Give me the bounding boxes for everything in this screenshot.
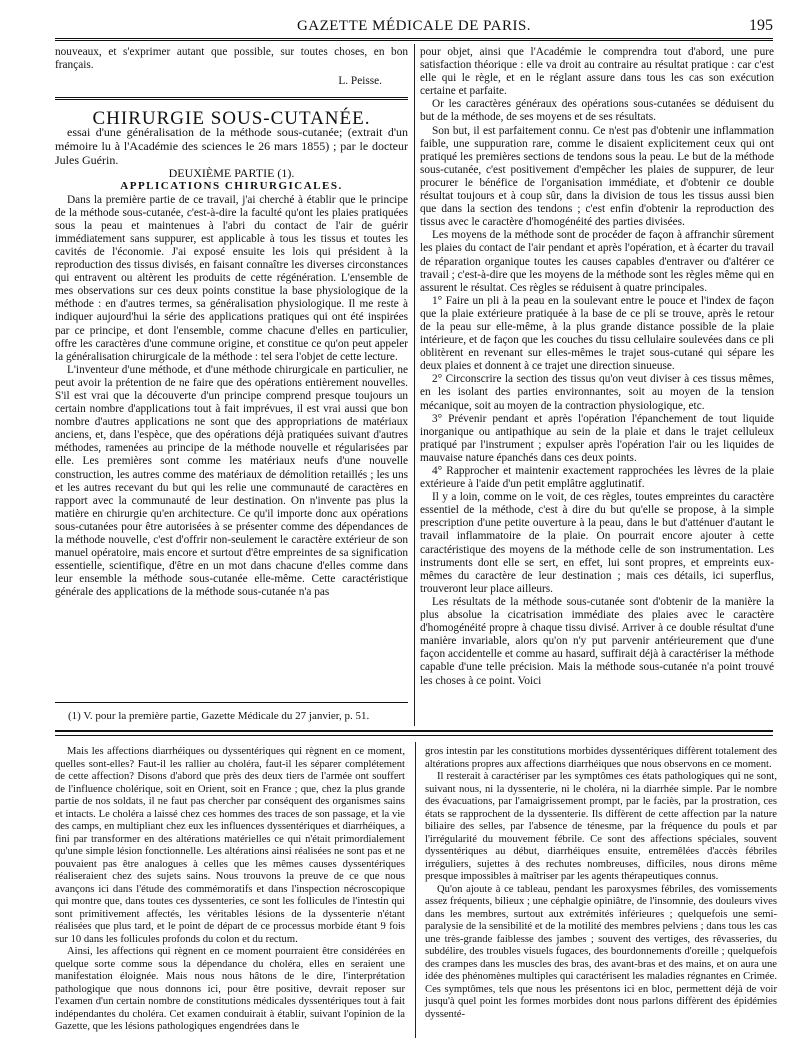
top-left-column xyxy=(55,46,408,599)
article-subtitle: essai d'une généralisation de la méthode sous-cutanée; (extrait d'un mémoire lu à l'Académie des sciences le 26 mars 1855) ; par le docteur Jules Guérin. xyxy=(55,125,408,168)
paragraph: Dans la première partie de ce travail, j'ai cherché à établir que le principe de la méthode sous-cutanée, c'est-à-dire la faculté qu'ont les plaies pratiquées sous la peau et maintenues à l'abri du contact de l'air de guérir immédiatement sans suppurer, est applicable à tous les tissus et toutes les cavités de l'économie. J'ai exposé ensuite les lois qui président à la reproduction des tissus divisés, en faisant connaître les diverses circonstances qui entravent ou altèrent les produits de cette régénération. L'ensemble de mes observations sur ces deux points constitue la base physiologique de la méthode : en d'autres termes, sa généralisation physiologique. Il me reste à indiquer aujourd'hui la série des applications pratiques qui ont été inspirées par ce principe, et dont l'ensemble, comme chacune d'elles en particulier, offre les caractères d'une commune origine, et constitue ce qu'on peut appeler la généralisation chirurgicale de la méthode : tel sera l'objet de cette lecture. xyxy=(55,193,408,363)
paragraph: 1° Faire un pli à la peau en la soulevant entre le pouce et l'index de façon que la plaie extérieure pratiquée à la base de ce pli se trouve, après le retour de la peau sur elle-même, à la plus grande distance possible de la plaie intérieure, et de façon que les couches du tissu cellulaire soulevées dans ce pli oblitèrent en revenant sur elles-mêmes le trajet sous-cutané qui sépare les deux plaies et donnent à ce trajet une direction sinueuse. xyxy=(420,294,774,373)
footnote-rule xyxy=(55,702,408,703)
paragraph: Il y a loin, comme on le voit, de ces règles, toutes empreintes du caractère essentiel de la méthode, c'est à dire du but qu'elle se propose, à la simple prescription d'une petite ouverture à la peau, dans le but d'atténuer d'autant le travail inflammatoire de la plaie. On pourrait encore ajouter à cette caractéristique des moyens de la méthode celle de son instrumentation. Les instruments dont elle se sert, en effet, lui sont propres, et empreints eux-mêmes du caractère de leur destination ; mais ces détails, ici superflus, trouveront leur place ailleurs. xyxy=(420,491,774,595)
paragraph: Les résultats de la méthode sous-cutanée sont d'obtenir de la manière la plus absolue la cicatrisation immédiate des plaies avec le caractère d'homogénéité propre à chaque tissu divisé. Arriver à ce double résultat d'une manière invariable, alors qu'on n'y put parvenir antérieurement que d'une façon accidentelle et comme au hasard, suffirait déjà à caractériser la méthode capable d'une telle précision. Mais la méthode sous-cutanée n'a point trouvé les choses à ce point. Voici xyxy=(420,595,774,687)
paragraph: Son but, il est parfaitement connu. Ce n'est pas d'obtenir une inflammation faible, une suppuration rare, comme le disaient explicitement ceux qui ont pratiqué les premières sections de tendons sous la peau. Le but de la méthode sous-cutanée, c'est positivement d'empêcher les plaies de suppurer, de leur procurer le bénéfice de l'organisation immédiate, et d'obtenir ce double résultat toujours et à coup sûr, dans la division de tous les tissus aussi bien que dans la section des tendons ; c'est enfin d'obtenir la reproduction des tissus avec le caractère d'homogénéité des parties divisées. xyxy=(420,124,774,229)
section-divider-thin xyxy=(55,735,773,736)
paragraph: 3° Prévenir pendant et après l'opération l'épanchement de tout liquide inorganique ou antipathique au sein de la plaie et dans le trajet celluleux pratiqué par l'instrument ; expulser après l'opération l'air ou les liquides de mauvaise nature épanchés dans ces deux points. xyxy=(420,412,774,464)
subsection-heading: APPLICATIONS CHIRURGICALES. xyxy=(120,180,343,193)
section-divider xyxy=(55,730,773,732)
bottom-right-column xyxy=(425,746,777,1021)
section-title: CHIRURGIE SOUS-CUTANÉE. xyxy=(92,108,371,130)
header-rule xyxy=(55,38,773,41)
paragraph: L'inventeur d'une méthode, et d'une méthode chirurgicale en particulier, ne peut avoir la prétention de ne faire que des opérations entièrement nouvelles. S'il est vrai que la découverte d'un principe comprend presque toujours un certain nombre d'applications tout à fait imprévues, il est vrai aussi que bon nombre d'autres applications ne sont que des appropriations de matériaux anciens, et, dans l'espèce, que des opérations déjà pratiquées suivant d'autres méthodes, ramenées au principe de la méthode nouvelle et régularisées par elle. Les premières sont comme les matériaux neufs d'une nouvelle construction, les autres comme des matériaux de démolition retaillés ; les uns et les autres recevant du but qui les relie une communauté de caractères en rapport avec la communauté de leur destination. On n'invente pas plus la matière en chirurgie qu'en architecture. Ce qu'il importe donc aux opérations sous-cutanées pour être autorisées à se présenter comme des dépendances de la méthode nouvelle, c'est d'offrir non-seulement le caractère extérieur de son manuel opératoire, mais encore et surtout d'être empreintes de sa signification essentielle, scientifique, d'être en un mot dans chacune d'elles comme dans leur ensemble la méthode sous-cutanée elle-même. Cette caractéristique générale des applications de la méthode sous-cutanée n'a pas xyxy=(55,363,408,599)
journal-title: GAZETTE MÉDICALE DE PARIS. xyxy=(296,18,532,34)
author-signature: L. Peisse. xyxy=(338,75,382,88)
footnote: (1) V. pour la première partie, Gazette Médicale du 27 janvier, p. 51. xyxy=(68,710,370,722)
previous-article-ending: nouveaux, et s'exprimer autant que possible, sur toutes choses, en bon français. xyxy=(55,46,408,72)
paragraph: Ainsi, les affections qui règnent en ce moment pourraient être considérées en quelque sorte comme sous la dépendance du choléra, elles en seraient une manifestation éloignée. Mais nous nous hâtons de le dire, l'interprétation pathologique que nous donnons ici, pour être positive, devrait reposer sur l'examen d'un certain nombre de constitutions médicales dyssentériques tout à fait indépendantes du choléra. Cet examen conduirait à établir, suivant l'opinion de la Gazette, que les lésions pathologiques engendrées dans le xyxy=(55,946,405,1032)
top-right-column xyxy=(420,46,774,688)
column-divider-bottom xyxy=(415,742,416,1038)
paragraph: Mais les affections diarrhéiques ou dyssentériques qui règnent en ce moment, quelles sont-elles? Faut-il les rallier au choléra, faut-il les séparer complétement de cette affection? Disons d'abord que près des deux tiers de l'armée ont souffert de l'influence cholérique, soit en Orient, soit en France ; que, chez la plus grande partie de nos soldats, il ne faut pas chercher par conséquent des organismes sains et intacts. Le choléra a laissé chez ces hommes des traces de son passage, et la vie des camps, en multipliant chez eux les influences dyssentériques et diarrhéiques, a fini par transformer en des altérations matérielles ce qui n'était primordialement qu'une simple lésion fonctionnelle. Les altérations ainsi réalisées ne sont pas et ne pouvaient pas être analogues à celles que les mêmes causes dyssentériques réaliseraient chez des sujets sains. Nous trouvons la preuve de ce que nous avançons ici dans l'étude des commémoratifs et dans l'inspection nécroscopique qui montre que, dans toutes ces dyssenteries, ce sont les follicules de l'intestin qui sont primitivement affectés, les véritables lésions de la dyssenterie n'étant réalisées que plus tard, et le point de départ de ce processus morbide étant 9 fois sur 10 dans les follicules profonds du colon et du rectum. xyxy=(55,746,405,945)
paragraph: pour objet, ainsi que l'Académie le comprendra tout d'abord, une pure satisfaction théorique : elle va droit au contraire au résultat pratique : car c'est elle qui le règle, et en le réglant assure dans tous les cas son exécution certaine et parfaite. xyxy=(420,46,774,98)
paragraph: gros intestin par les constitutions morbides dyssentériques diffèrent totalement des altérations propres aux affections diarrhéiques que nous observons en ce moment. xyxy=(425,746,777,770)
paragraph: Qu'on ajoute à ce tableau, pendant les paroxysmes fébriles, des vomissements assez fréquents, bilieux ; une céphalgie opiniâtre, de l'insomnie, des douleurs vives dans les membres, surtout aux extrémités inférieures ; quelquefois une semi-paralysie de la sensibilité et de la motilité des membres pelviens ; dans tous les cas une très-grande faiblesse des jambes ; souvent des vertiges, des rêvasseries, du subdélire, des troubles visuels fugaces, des bourdonnements d'oreille ; quelquefois des crampes dans les muscles des bras, des avant-bras et des mains, et on aura une idée des phénomènes multiples qui caractérisent les maladies régnantes en Crimée. Ces symptômes, tels que nous les présentons ici en bloc, permettent déjà de voir jusqu'à quel point les formes morbides dont nous parlons diffèrent des épidémies dyssenté- xyxy=(425,883,777,1020)
article-separator xyxy=(55,97,408,100)
paragraph: Les moyens de la méthode sont de procéder de façon à affranchir sûrement les plaies du contact de l'air pendant et après l'opération, et à écarter du travail de réparation organique toutes les causes capables d'entraver ou d'altérer ce travail ; c'est-à-dire que les moyens de la méthode sont les règles même qui en assurent le résultat. Ces règles se réduisent à quatre principales. xyxy=(420,229,775,294)
bottom-left-column xyxy=(55,746,405,1034)
paragraph: 4° Rapprocher et maintenir exactement rapprochées les lèvres de la plaie extérieure à l'aide d'un petit emplâtre agglutinatif. xyxy=(420,465,774,491)
page-number: 195 xyxy=(749,17,773,34)
paragraph: Il resterait à caractériser par les symptômes ces états pathologiques qui ne sont, suivant nous, ni la dyssenterie, ni le choléra, ni la diarrhée simple. Par le nombre des évacuations, par l'amaigrissement prompt, par le faciès, par la prostration, ces états se rapprochent de la dyssenterie. Ils diffèrent de cette affection par la nature biliaire des selles, par l'absence de ténesme, par la fréquence du pouls et par l'irrégularité du mouvement fébrile. Ce sont des affections spéciales, souvent dyssentériques au début, diarrhéiques ensuite, entremêlées d'accès fébriles irréguliers, sujettes à des rechutes nombreuses, difficiles, nous dirons même presque impossibles à maîtriser par les agents thérapeutiques connus. xyxy=(425,771,777,882)
column-divider-top xyxy=(414,44,415,726)
page-header xyxy=(55,14,773,40)
paragraph: 2° Circonscrire la section des tissus qu'on veut diviser à ces tissus mêmes, en les isolant des parties environnantes, soit au moyen de la tension mécanique, soit au moyen de la contraction physiologique, etc. xyxy=(420,373,774,412)
part-heading: DEUXIÈME PARTIE (1). xyxy=(168,166,295,181)
paragraph: Or les caractères généraux des opérations sous-cutanées se déduisent du but de la méthode, de ses moyens et de ses résultats. xyxy=(420,98,774,124)
